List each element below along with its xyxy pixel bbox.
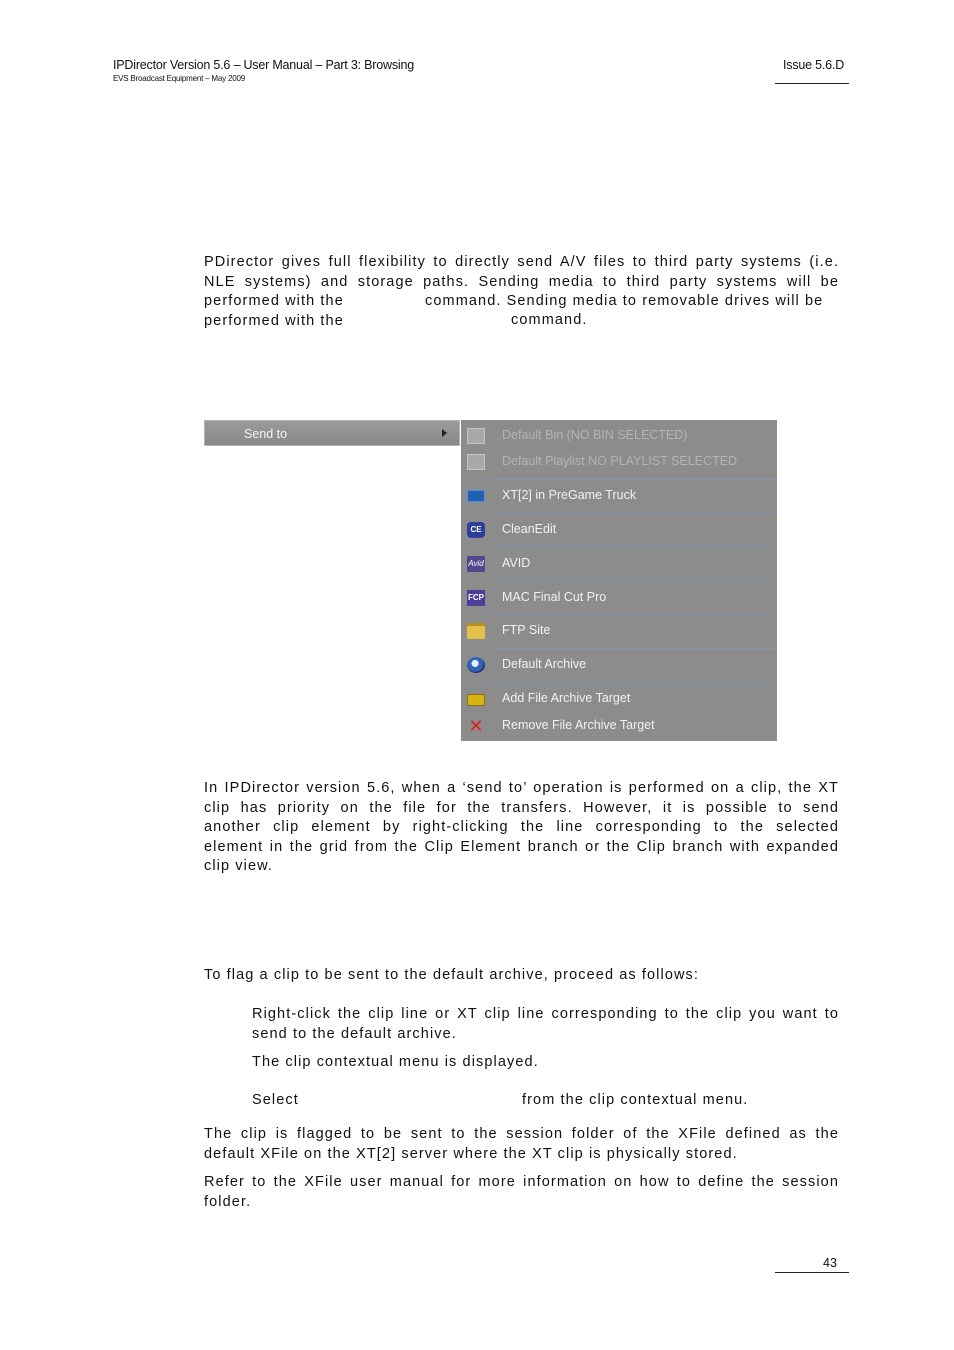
menu-item-default-playlist[interactable]: [461, 449, 777, 475]
intro-line-3: [204, 292, 839, 312]
reference-line-1: Refer to the XFile user manual for more information on how to define the session: [204, 1174, 839, 1190]
menu-item-label: CleanEdit: [502, 522, 557, 536]
note-line-2: clip has priority on the file for the transfers. However, it is possible to send: [204, 799, 839, 816]
menu-item-label: XT[2] in PreGame Truck: [502, 488, 637, 502]
menu-item-default-bin[interactable]: [461, 423, 777, 449]
intro-line-2: NLE systems) and storage paths. Sending media to third party systems will be: [204, 273, 839, 290]
cleanedit-icon: CE: [467, 522, 485, 538]
bin-icon: [467, 428, 485, 444]
step-1-result: The clip contextual menu is displayed.: [252, 1054, 539, 1070]
xt-server-icon: [467, 490, 485, 502]
menu-item-label: Default Bin (NO BIN SELECTED): [502, 428, 688, 442]
add-folder-icon: [467, 694, 485, 706]
menu-separator: [489, 513, 777, 514]
menu-item-default-archive[interactable]: [461, 652, 777, 678]
step-2-start: Select: [252, 1092, 299, 1108]
note-line-5: clip view.: [204, 858, 274, 874]
menu-item-label: FTP Site: [502, 623, 551, 637]
header-rule: [775, 83, 849, 84]
issue-number: Issue 5.6.D: [783, 58, 845, 72]
menu-separator: [489, 479, 777, 480]
menu-item-avid[interactable]: [461, 551, 777, 577]
menu-item-label: Default Playlist NO PLAYLIST SELECTED: [502, 454, 738, 468]
playlist-icon: [467, 454, 485, 470]
reference-line-2: folder.: [204, 1193, 252, 1210]
menu-separator: [489, 682, 777, 683]
intro-line-4-start: performed with the: [204, 312, 344, 329]
intro-line-4: [204, 312, 839, 332]
menu-item-label: AVID: [502, 556, 531, 570]
menu-item-ftp-site[interactable]: [461, 618, 777, 644]
result-paragraph: [204, 1125, 839, 1164]
menu-item-label: Remove File Archive Target: [502, 718, 655, 732]
remove-x-icon: ✕: [468, 716, 484, 736]
send-to-label: Send to: [244, 427, 288, 441]
step-2-end: from the clip contextual menu.: [522, 1092, 749, 1108]
archive-icon: [467, 657, 485, 673]
menu-item-final-cut-pro[interactable]: [461, 585, 777, 611]
menu-item-xt-pregame[interactable]: [461, 483, 777, 509]
note-line-3: another clip element by right-clicking the line corresponding to the selected: [204, 819, 839, 835]
menu-item-cleanedit[interactable]: [461, 517, 777, 543]
result-line-1: The clip is flagged to be sent to the session folder of the XFile defined as the: [204, 1126, 839, 1142]
procedure-step-1: [252, 1005, 839, 1044]
intro-line-3-start: performed with the: [204, 293, 344, 309]
procedure-step-2: [252, 1091, 839, 1111]
menu-item-label: MAC Final Cut Pro: [502, 590, 607, 604]
send-to-submenu: [461, 420, 777, 741]
result-line-2: default XFile on the XT[2] server where the XT clip is physically stored.: [204, 1145, 738, 1162]
fcp-icon: FCP: [467, 590, 485, 606]
submenu-arrow-icon: [442, 429, 447, 437]
menu-item-remove-archive-target[interactable]: [461, 713, 777, 739]
intro-line-1: PDirector gives full flexibility to directly send A/V files to third party systems (i.e.: [204, 254, 839, 270]
menu-separator: [489, 614, 777, 615]
menu-separator: [489, 581, 777, 582]
procedure-intro: To flag a clip to be sent to the default archive, proceed as follows:: [204, 967, 700, 983]
note-line-4: element in the grid from the Clip Element branch or the Clip branch with expanded: [204, 838, 839, 855]
document-title: IPDirector Version 5.6 – User Manual – Part 3: Browsing: [113, 58, 414, 72]
step-1-line-1: Right-click the clip line or XT clip line corresponding to the clip you want to: [252, 1006, 839, 1022]
note-line-1: In IPDirector version 5.6, when a ‘send to’ operation is performed on a clip, the XT: [204, 780, 839, 796]
menu-separator: [489, 648, 777, 649]
document-subtitle: EVS Broadcast Equipment – May 2009: [113, 74, 245, 83]
avid-icon: Avid: [467, 556, 485, 572]
ftp-folder-icon: [467, 623, 485, 639]
intro-line-3-end: command. Sending media to removable drives will be: [425, 293, 824, 309]
menu-separator: [489, 547, 777, 548]
footer-rule: [775, 1272, 849, 1273]
intro-line-4-end: command.: [511, 312, 588, 328]
send-to-menu-item[interactable]: [204, 420, 460, 446]
intro-paragraph: [204, 253, 839, 331]
step-1-line-2: send to the default archive.: [252, 1025, 457, 1042]
note-paragraph: [204, 779, 839, 877]
reference-paragraph: [204, 1173, 839, 1212]
menu-item-label: Add File Archive Target: [502, 691, 631, 705]
menu-item-label: Default Archive: [502, 657, 587, 671]
menu-item-add-archive-target[interactable]: [461, 686, 777, 712]
page-number: 43: [823, 1256, 837, 1270]
